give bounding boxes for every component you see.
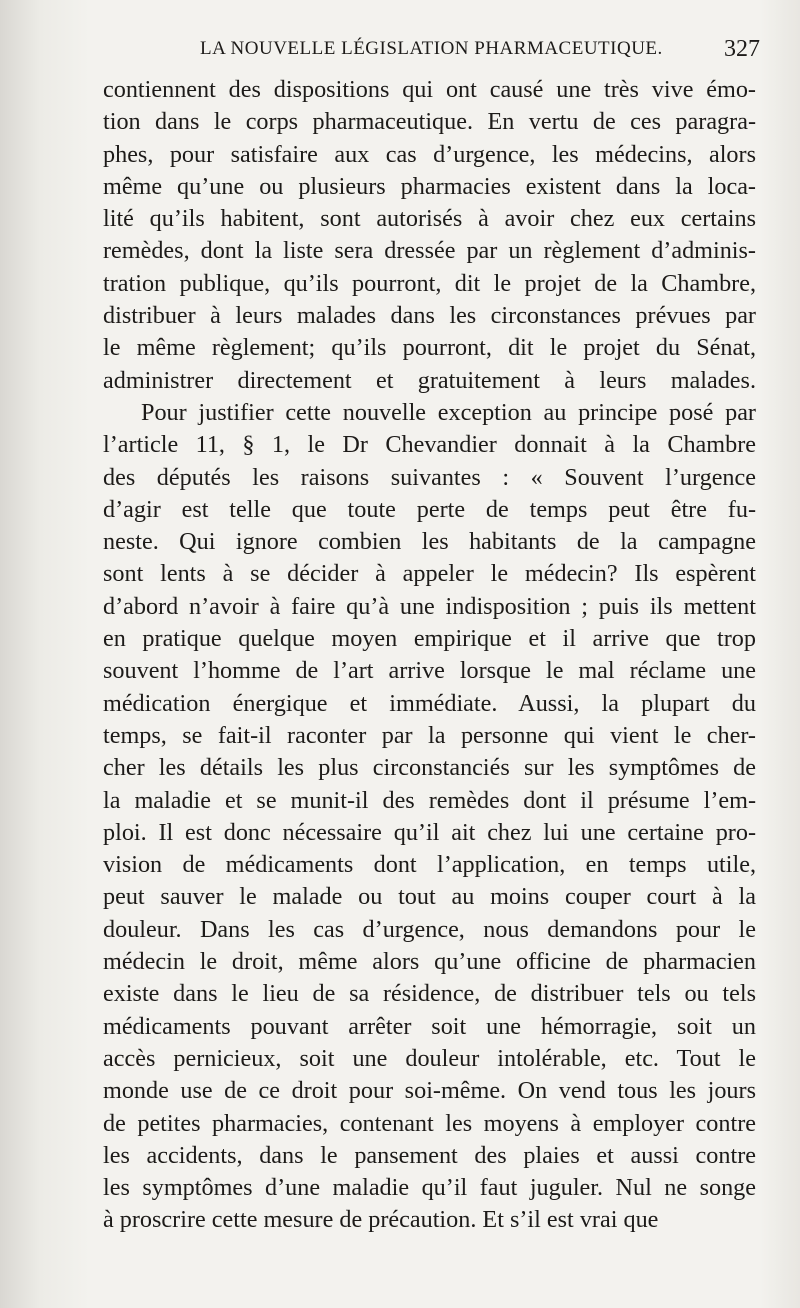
text-line: les symptômes d’une maladie qu’il faut juguler. Nul ne songe	[103, 1174, 756, 1202]
text-line: lité qu’ils habitent, sont autorisés à avoir chez eux certains	[103, 205, 756, 233]
text-line: en pratique quelque moyen empirique et il arrive que trop	[103, 625, 756, 653]
text-line: ploi. Il est donc nécessaire qu’il ait chez lui une certaine pro-	[103, 818, 756, 846]
text-line: la maladie et se munit-il des remèdes dont il présume l’em-	[103, 786, 756, 814]
text-line: médication énergique et immédiate. Aussi, la plupart du	[103, 689, 756, 717]
text-line: neste. Qui ignore combien les habitants de la campagne	[103, 528, 756, 556]
text-line: l’article 11, § 1, le Dr Chevandier donnait à la Chambre	[103, 431, 756, 459]
text-line: tration publique, qu’ils pourront, dit le projet de la Chambre,	[103, 269, 756, 297]
text-line: souvent l’homme de l’art arrive lorsque le mal réclame une	[103, 657, 756, 685]
text-line: même qu’une ou plusieurs pharmacies existent dans la loca-	[103, 172, 756, 200]
text-line: contiennent des dispositions qui ont causé une très vive émo-	[103, 76, 756, 103]
text-line: médecin le droit, même alors qu’une officine de pharmacien	[103, 948, 756, 976]
text-line: accès pernicieux, soit une douleur intolérable, etc. Tout le	[103, 1044, 756, 1072]
running-title: LA NOUVELLE LÉGISLATION PHARMACEUTIQUE.	[200, 38, 663, 59]
text-line: tion dans le corps pharmaceutique. En vertu de ces paragra-	[103, 108, 756, 136]
text-line: cher les détails les plus circonstanciés sur les symptômes de	[103, 754, 756, 782]
text-line: Pour justifier cette nouvelle exception au principe posé par	[141, 398, 756, 426]
text-line: à proscrire cette mesure de précaution. Et s’il est vrai que	[103, 1206, 659, 1234]
text-line: le même règlement; qu’ils pourront, dit le projet du Sénat,	[103, 334, 756, 362]
text-line: d’agir est telle que toute perte de temps peut être fu-	[103, 495, 756, 523]
page-header	[200, 36, 760, 66]
text-line: phes, pour satisfaire aux cas d’urgence, les médecins, alors	[103, 140, 756, 168]
text-line: remèdes, dont la liste sera dressée par un règlement d’adminis-	[103, 237, 756, 265]
text-line: vision de médicaments dont l’application, en temps utile,	[103, 851, 756, 879]
text-line: peut sauver le malade ou tout au moins couper court à la	[103, 883, 756, 911]
text-line: d’abord n’avoir à faire qu’à une indisposition ; puis ils mettent	[103, 592, 756, 620]
text-line: des députés les raisons suivantes : « Souvent l’urgence	[103, 463, 756, 491]
text-line: administrer directement et gratuitement à leurs malades.	[103, 366, 756, 394]
text-line: temps, se fait-il raconter par la personne qui vient le cher-	[103, 721, 756, 749]
text-line: les accidents, dans le pansement des plaies et aussi contre	[103, 1141, 756, 1169]
body-text	[103, 74, 756, 1237]
text-line: distribuer à leurs malades dans les circonstances prévues par	[103, 302, 756, 330]
text-line: monde use de ce droit pour soi-même. On vend tous les jours	[103, 1077, 756, 1105]
page-number: 327	[724, 36, 760, 62]
text-line: de petites pharmacies, contenant les moyens à employer contre	[103, 1109, 756, 1137]
text-line: douleur. Dans les cas d’urgence, nous demandons pour le	[103, 915, 756, 943]
text-line: médicaments pouvant arrêter soit une hémorragie, soit un	[103, 1012, 756, 1040]
text-line: sont lents à se décider à appeler le médecin? Ils espèrent	[103, 560, 756, 588]
text-line: existe dans le lieu de sa résidence, de distribuer tels ou tels	[103, 980, 756, 1008]
